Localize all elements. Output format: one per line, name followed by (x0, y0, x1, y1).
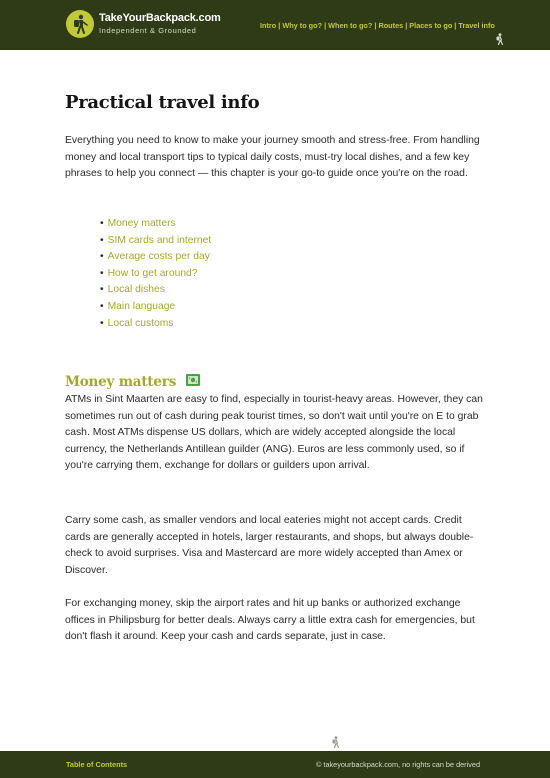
footer-bar (0, 751, 550, 778)
backpacker-icon (71, 14, 89, 34)
nav-travel-info[interactable]: Travel info (458, 21, 495, 30)
money-paragraph-1: ATMs in Sint Maarten are easy to find, especially in tourist-heavy areas. However, they can sometimes run out of cash during peak tourist times, so don't wait until you're on E to grab cash. Most ATMs dispense US dollars, which are widely accepted alongside the local currency, the Netherlands Antillean guilder (ANG). Euros are less commonly used, so if you're carrying them, exchange for dollars or guilders upon arrival. (65, 394, 483, 471)
toc-link-getting-around[interactable]: • How to get around? (100, 266, 211, 283)
section-title: Money matters (65, 374, 177, 390)
chapter-contents-list (100, 216, 211, 332)
toc-link-local-customs[interactable]: • Local customs (100, 316, 211, 333)
copyright-notice: © takeyourbackpack.com, no rights can be derived (316, 760, 480, 769)
table-of-contents-link[interactable]: Table of Contents (66, 760, 128, 769)
brand-tagline: Independent & Grounded (99, 26, 197, 35)
hiker-icon (495, 33, 505, 45)
money-paragraph-3: For exchanging money, skip the airport rates and hit up banks or authorized exchange offices in Philipsburg for better deals. Always carry a little extra cash for emergencies, but don't flash it around. Keep your cash and cards separate, just in case. (65, 598, 475, 642)
section-heading (65, 373, 202, 390)
banknote-icon (185, 373, 202, 388)
nav-intro[interactable]: Intro (260, 21, 277, 30)
top-nav: Intro | Why to go? | When to go? | Routes | Places to go | Travel info (260, 21, 495, 30)
toc-link-average-costs[interactable]: • Average costs per day (100, 249, 211, 266)
toc-link-local-dishes[interactable]: • Local dishes (100, 282, 211, 299)
nav-routes[interactable]: Routes (378, 21, 404, 30)
toc-link-sim-cards[interactable]: • SIM cards and internet (100, 233, 211, 250)
brand-name: TakeYourBackpack.com (99, 12, 221, 24)
nav-places-to-go[interactable]: Places to go (409, 21, 453, 30)
logo[interactable] (66, 10, 94, 38)
nav-why-to-go[interactable]: Why to go? (282, 21, 323, 30)
money-paragraph-2: Carry some cash, as smaller vendors and local eateries might not accept cards. Credit cards are generally accepted in hotels, larger restaurants, and shops, but always double-check to avoid surprises. Visa and Mastercard are more widely accepted than Amex or Discover. (65, 515, 474, 576)
toc-link-main-language[interactable]: • Main language (100, 299, 211, 316)
hiker-icon (331, 736, 341, 748)
toc-link-money-matters[interactable]: • Money matters (100, 216, 211, 233)
page-title: Practical travel info (65, 92, 260, 113)
header-bar (0, 0, 550, 50)
intro-paragraph: Everything you need to know to make your journey smooth and stress-free. From handling money and local transport tips to typical daily costs, must-try local dishes, and a few key phrases to help you connect — this chapter is your go-to guide once you're on the road. (65, 135, 480, 179)
nav-when-to-go[interactable]: When to go? (328, 21, 373, 30)
